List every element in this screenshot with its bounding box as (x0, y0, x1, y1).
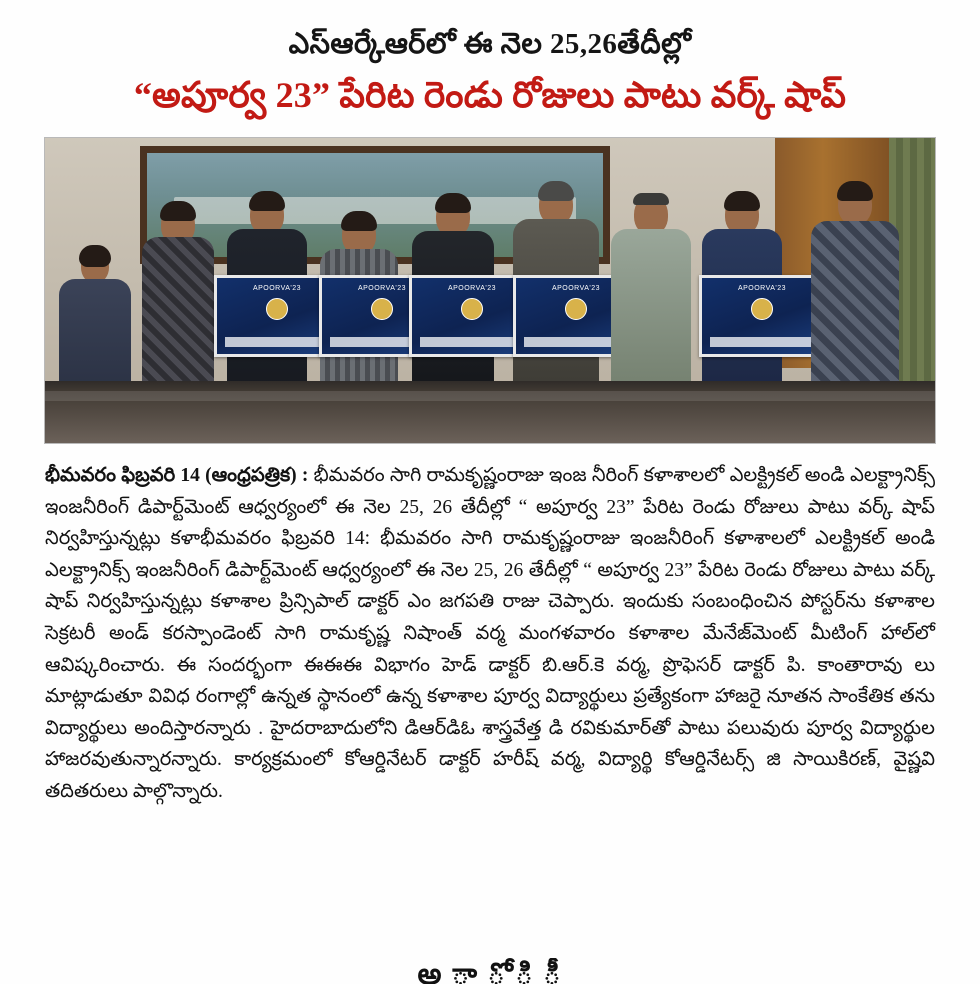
person-hair (538, 181, 574, 201)
article-dateline: భీమవరం ఫిబ్రవరి 14 (ఆంధ్రపత్రిక) : (45, 465, 309, 487)
person-2 (135, 201, 221, 391)
article-body (45, 460, 935, 807)
article-text: భీమవరం సాగి రామకృష్ణంరాజు ఇంజ నీరింగ్ కళాశాలలో ఎలక్ట్రికల్ అండి ఎలక్ట్రానిక్స్ ఇంజనీరింగ్ డిపార్ట్‌మెంట్ ఆధ్వర్యంలో ఈ నెల 25, 26 తేదీల్లో “ అపూర్వ 23” పేరిట రెండు రోజులు పాటు వర్క్ షాప్ నిర్వహిస్తున్నట్లు కళాభీమవరం ఫిబ్రవరి 14: భీమవరం సాగి రామకృష్ణంరాజు ఇంజనీరింగ్ కళాశాలలో ఎలక్ట్రికల్ అండి ఎలక్ట్రానిక్స్ ఇంజనీరింగ్ డిపార్ట్‌మెంట్ ఆధ్వర్యంలో ఈ నెల 25, 26 తేదీల్లో “ అపూర్వ 23” పేరిట రెండు రోజులు పాటు వర్క్ షాప్ నిర్వహిస్తున్నట్లు కళాశాల ప్రిన్సిపాల్ డాక్టర్ ఎం జగపతి రాజు చెప్పారు. ఇందుకు సంబంధించిన పోస్టర్‌ను కళాశాల సెక్రటరీ అండ్ కరస్పాండెంట్ సాగి రామకృష్ణ నిషాంత్ వర్మ మంగళవారం కళాశాల మేనేజ్‌మెంట్ మీటింగ్ హాల్‌లో ఆవిష్కరించారు. ఈ సందర్భంగా ఈఈఈ విభాగం హెడ్ డాక్టర్ బి.ఆర్.కె వర్మ, ప్రొఫెసర్ డాక్టర్ పి. కాంతారావు లు మాట్లాడుతూ వివిధ రంగాల్లో ఉన్నత స్థానంలో ఉన్న కళాశాల పూర్వ విద్యార్థులు ప్రత్యేకంగా హాజరై నూతన సాంకేతిక తను విద్యార్థులు అందిస్తారన్నారు . హైదరాబాదులోని డిఆర్‌డిఓ శాస్త్రవేత్త డి రవికుమార్‌తో పాటు పలువురు పూర్వ విద్యార్థుల హాజరవుతున్నారన్నారు. కార్యక్రమంలో కోఆర్డినేటర్ డాక్టర్ హరీష్ వర్మ, విద్యార్థి కోఆర్డినేటర్స్ జి సాయికిరణ్, వైష్ణవి తదితరులు పాల్గొన్నారు. (45, 465, 935, 802)
person-hair (633, 193, 669, 205)
main-headline: “అపూర్వ 23” పేరిట రెండు రోజులు పాటు వర్క్ షాప్ (133, 75, 847, 116)
poster-seal (461, 298, 483, 320)
poster-title: APOORVA'23 (357, 285, 407, 293)
headline-block (22, 0, 958, 119)
poster-seal (751, 298, 773, 320)
news-photo (44, 137, 936, 444)
person-torso (611, 229, 691, 391)
poster-seal (371, 298, 393, 320)
person-hair (249, 191, 285, 211)
person-hair (435, 193, 471, 213)
poster-title: APOORVA'23 (737, 285, 787, 293)
person-3 (220, 195, 314, 391)
person-torso (142, 237, 214, 391)
person-4 (313, 205, 405, 391)
person-hair (837, 181, 873, 201)
person-hair (724, 191, 760, 211)
person-8 (695, 193, 789, 391)
person-5 (405, 195, 501, 391)
poster-title: APOORVA'23 (551, 285, 601, 293)
conference-table (45, 381, 935, 443)
person-7 (605, 191, 697, 391)
bottom-cutoff-text: అ ా ో ి ీ (417, 958, 563, 984)
person-1 (55, 231, 135, 391)
kicker-headline: ఎస్ఆర్కేఆర్‌లో ఈ నెల 25,26తేదీల్లో (288, 28, 692, 60)
poster-seal (565, 298, 587, 320)
poster-title: APOORVA'23 (447, 285, 497, 293)
poster-footer-bar (710, 337, 814, 347)
person-6 (507, 185, 605, 391)
person-hair (79, 245, 111, 267)
person-torso (59, 279, 131, 391)
person-hair (160, 201, 196, 221)
person-torso (811, 221, 899, 391)
people-group (45, 176, 935, 391)
poster-seal (266, 298, 288, 320)
person-hair (341, 211, 377, 231)
poster-title: APOORVA'23 (252, 285, 302, 293)
person-9 (805, 185, 905, 391)
